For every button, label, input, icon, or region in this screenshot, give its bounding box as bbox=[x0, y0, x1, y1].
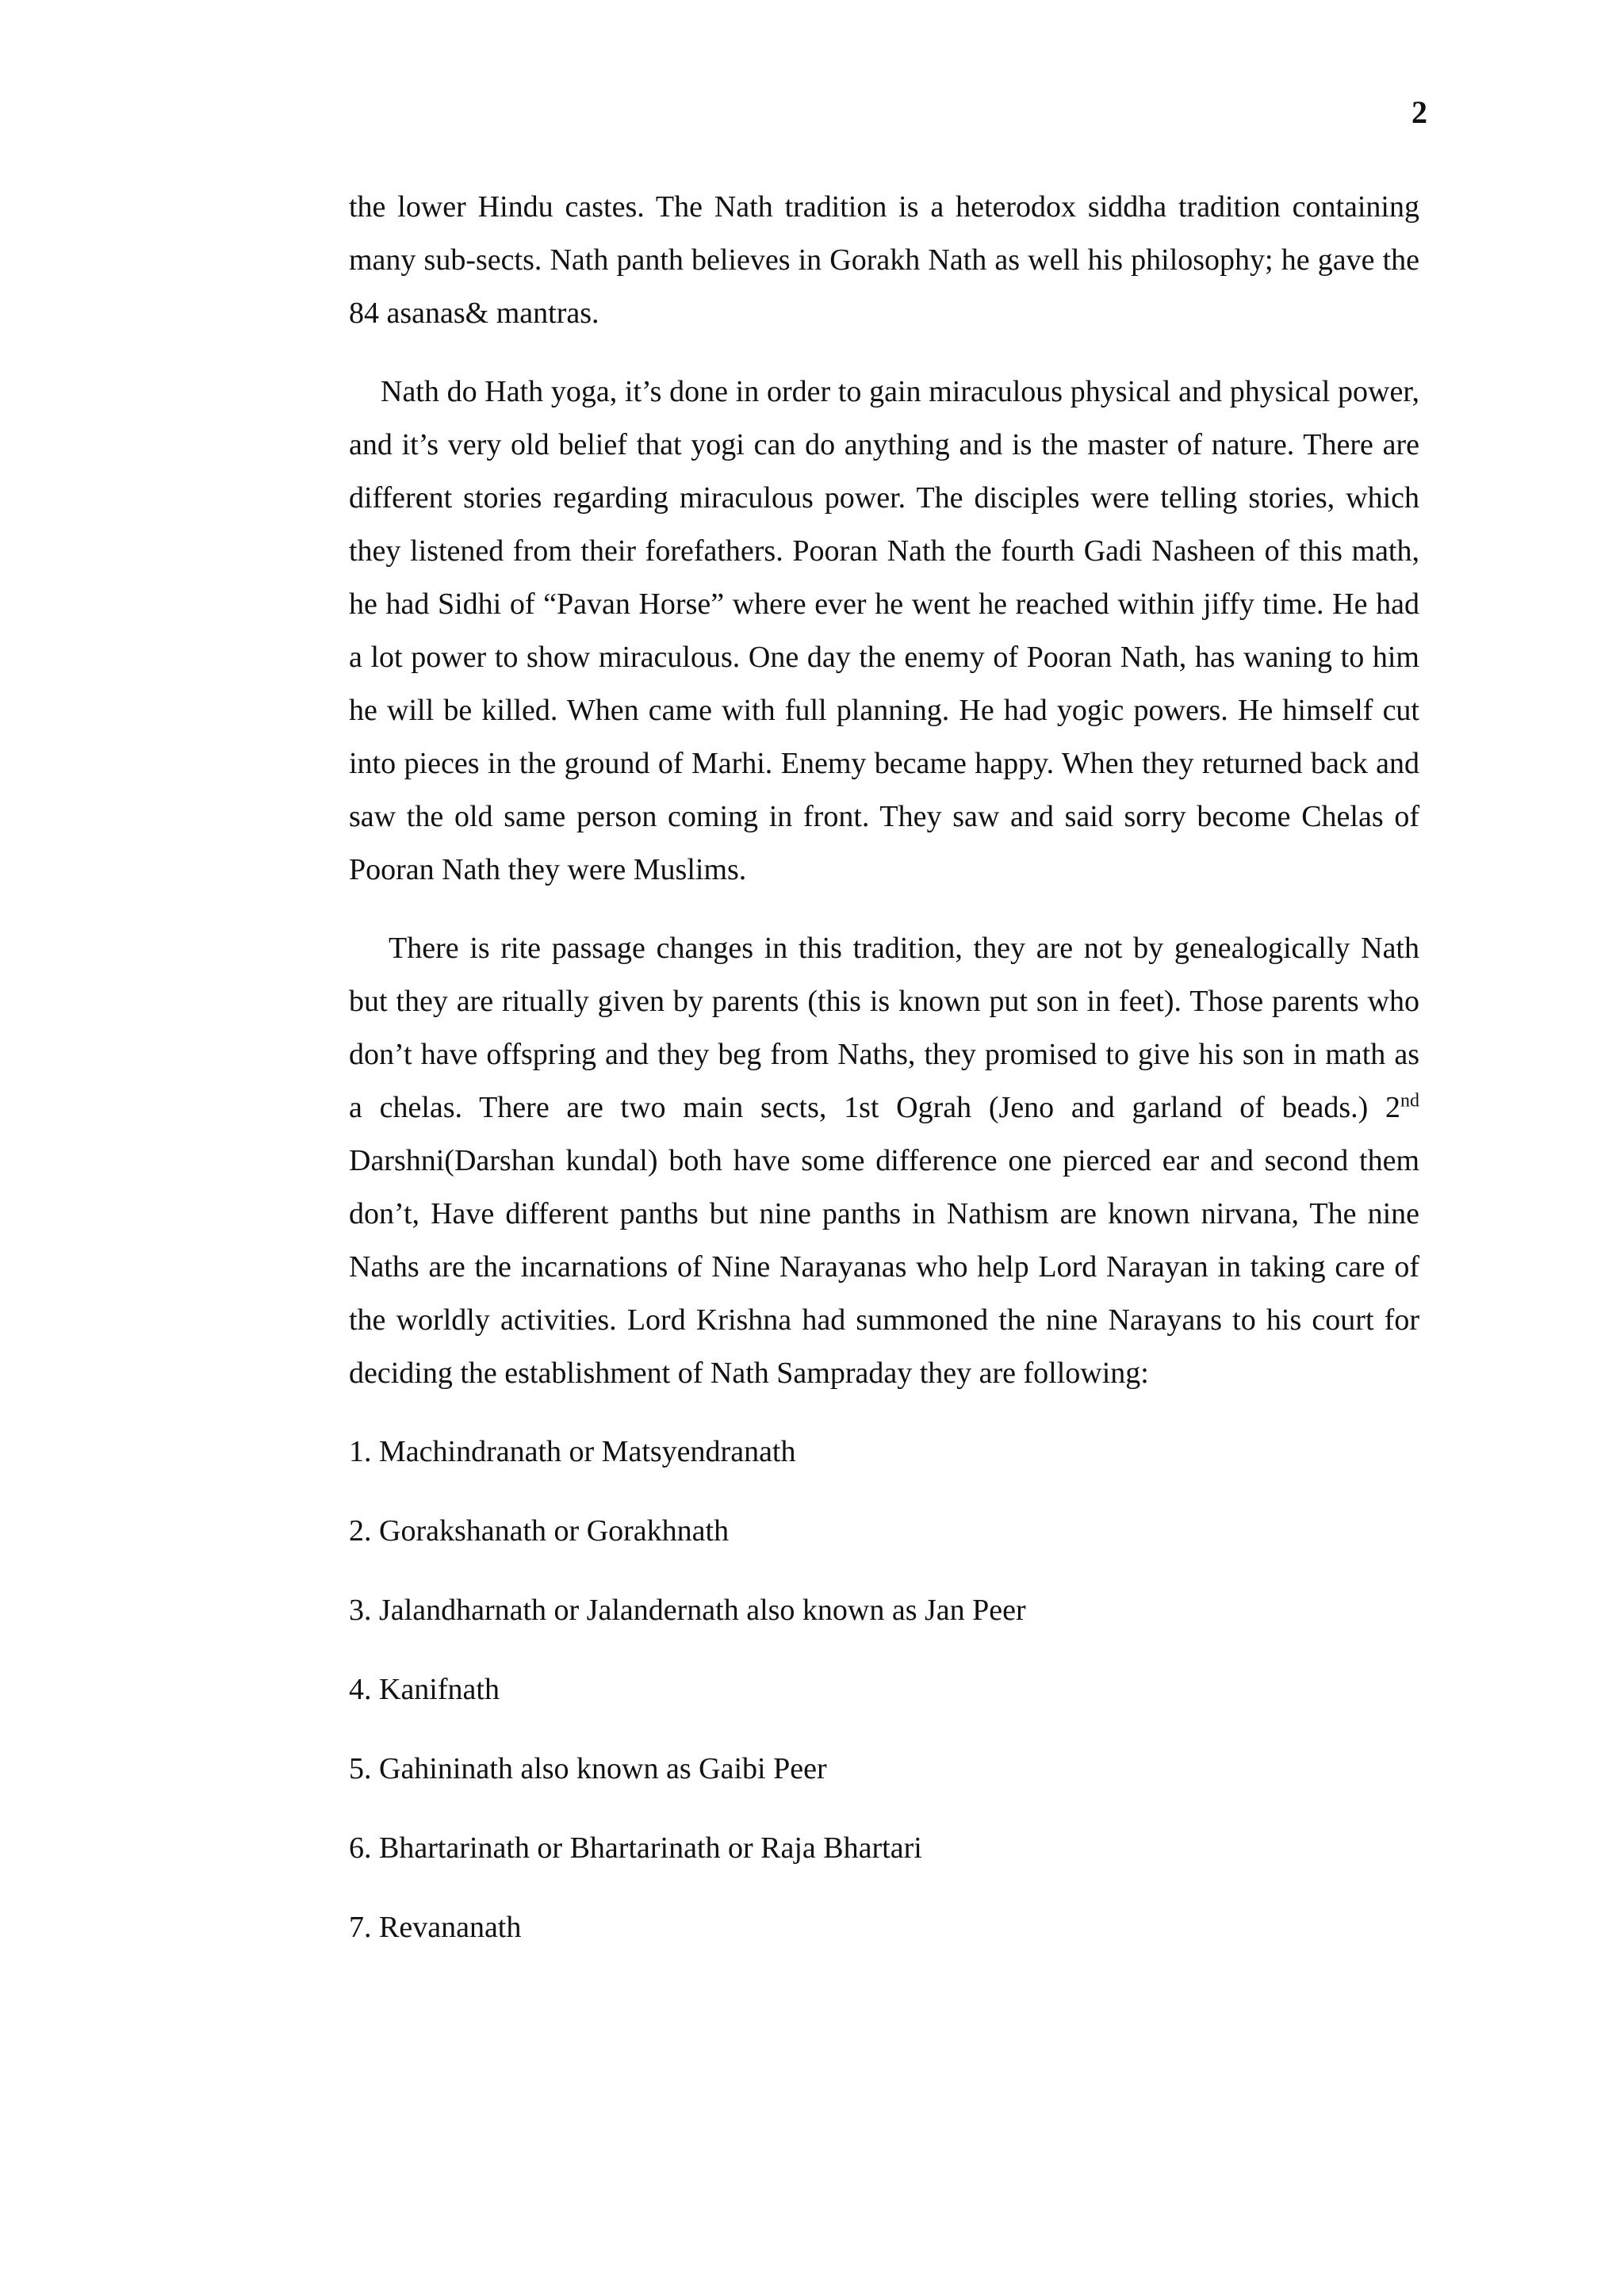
paragraph-3 bbox=[349, 922, 1419, 1400]
list-item: 3. Jalandharnath or Jalandernath also known as Jan Peer bbox=[349, 1594, 1026, 1627]
body-text bbox=[349, 181, 1419, 1980]
list-item: 6. Bhartarinath or Bhartarinath or Raja Bhartari bbox=[349, 1831, 922, 1865]
paragraph-3-text-after: Darshni(Darshan kundal) both have some difference one pierced ear and second them don’t, Have different panths but nine panths in Nathism are known nirvana, The nine Naths are the incarnations of Nine Narayanas who help Lord Narayan in taking care of the worldly activities. Lord Krishna had summoned the nine Narayans to his court for deciding the establishment of Nath Sampraday they are following: bbox=[349, 1144, 1419, 1390]
paragraph-2: Nath do Hath yoga, it’s done in order to gain miraculous physical and physical power, and it’s very old belief that yogi can do anything and is the master of nature. There are different stories regarding miraculous power. The disciples were telling stories, which they listened from their forefathers. Pooran Nath the fourth Gadi Nasheen of this math, he had Sidhi of “Pavan Horse” where ever he went he reached within jiffy time. He had a lot power to show miraculous. One day the enemy of Pooran Nath, has waning to him he will be killed. When came with full planning. He had yogic powers. He himself cut into pieces in the ground of Marhi. Enemy became happy. When they returned back and saw the old same person coming in front. They saw and said sorry become Chelas of Pooran Nath they were Muslims. bbox=[349, 375, 1419, 886]
paragraph-3-text-before: There is rite passage changes in this tradition, they are not by genealogically Nath but they are ritually given by parents (this is known put son in feet). Those parents who don’t have offspring and they beg from Naths, they promised to give his son in math as a chelas. There are two main sects, 1st Ograh (Jeno and garland of beads.) 2 bbox=[349, 932, 1419, 1124]
list-item: 1. Machindranath or Matsyendranath bbox=[349, 1435, 796, 1468]
page-number: 2 bbox=[1411, 94, 1427, 130]
paragraph-1: the lower Hindu castes. The Nath tradition is a heterodox siddha tradition containing many sub-sects. Nath panth believes in Gorakh Nath as well his philosophy; he gave the 84 asanas& mantras. bbox=[349, 190, 1419, 330]
list-item: 7. Revananath bbox=[349, 1911, 522, 1944]
nath-list bbox=[349, 1425, 1419, 1954]
ordinal-superscript: nd bbox=[1400, 1090, 1419, 1112]
list-item: 5. Gahininath also known as Gaibi Peer bbox=[349, 1752, 827, 1785]
list-item: 2. Gorakshanath or Gorakhnath bbox=[349, 1514, 730, 1548]
list-item: 4. Kanifnath bbox=[349, 1673, 500, 1706]
